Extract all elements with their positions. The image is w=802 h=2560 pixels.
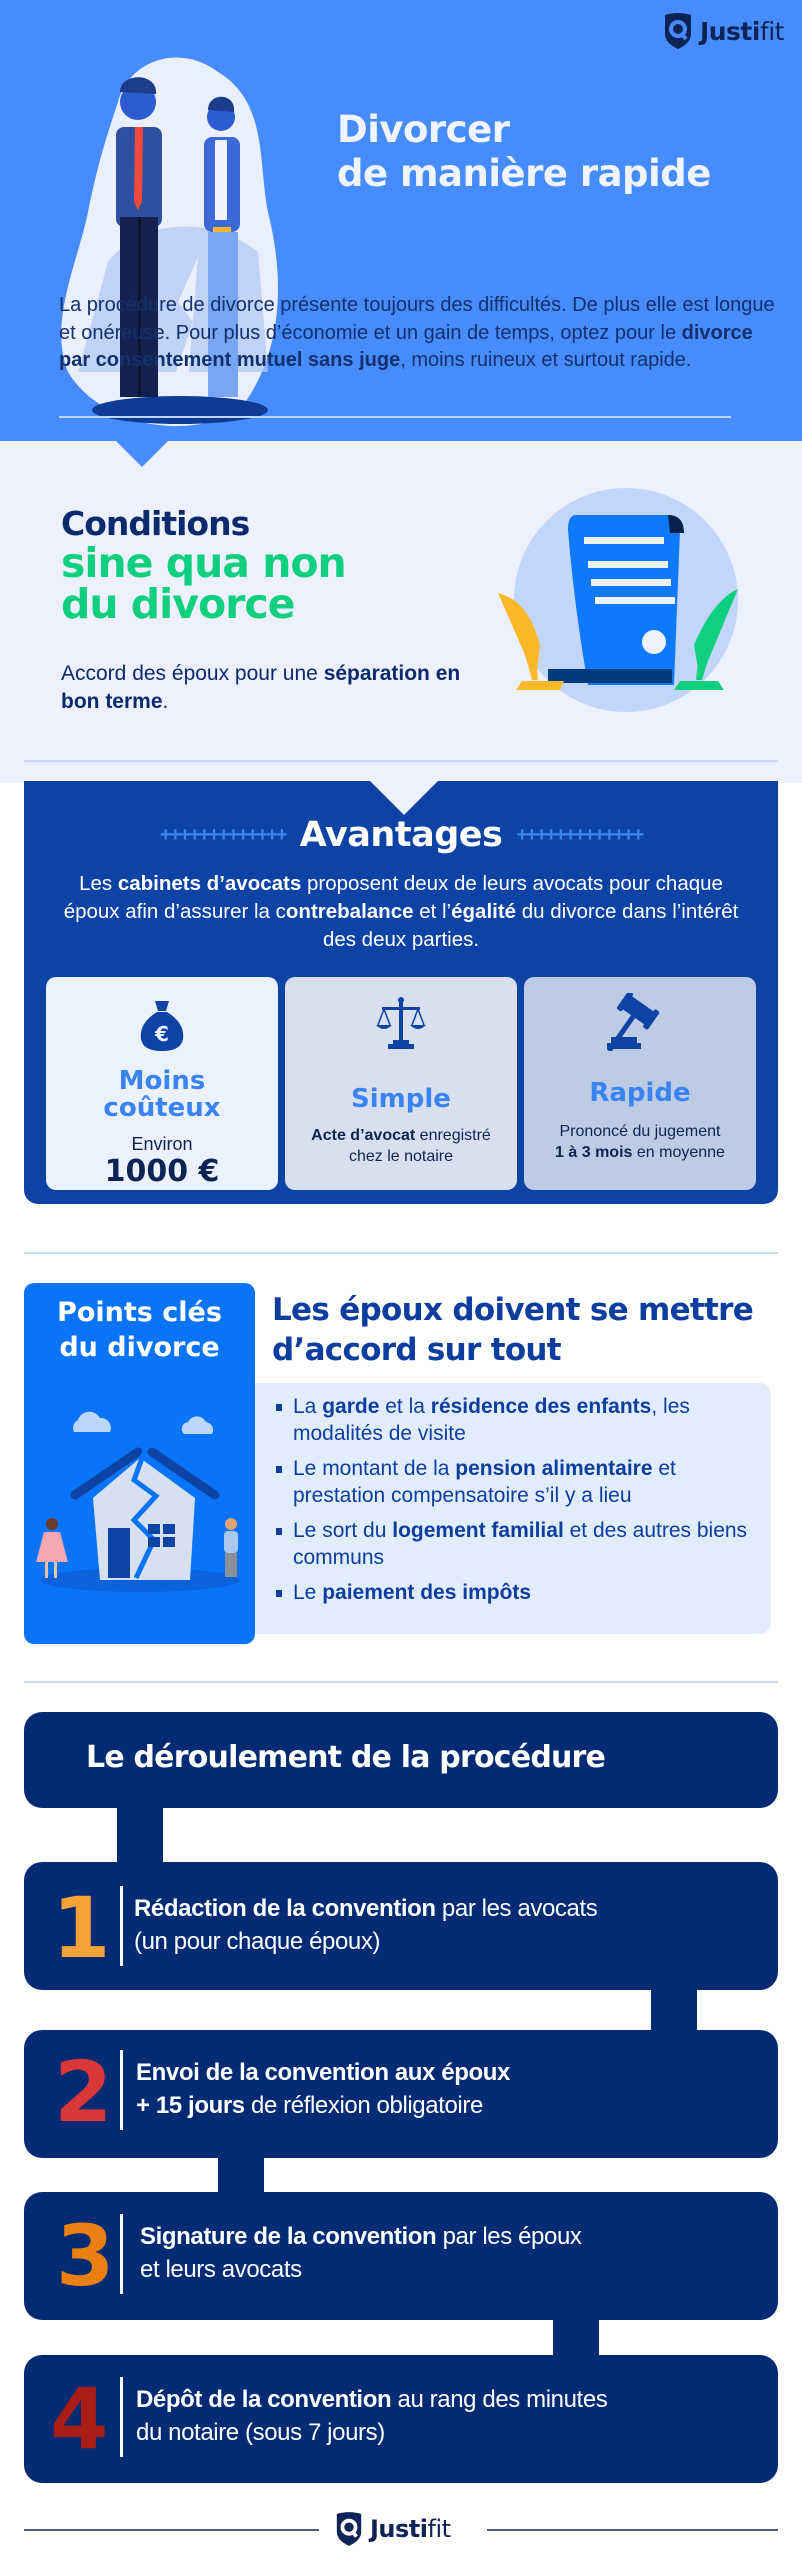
svg-text:€: € <box>155 1022 169 1046</box>
justifit-logo[interactable] <box>662 12 784 50</box>
list-item: La garde et la résidence des enfants, les modalités de visite <box>276 1393 756 1447</box>
points-heading: Les époux doivent se mettre d’accord sur tout <box>272 1292 754 1368</box>
step-divider <box>120 2214 123 2294</box>
advantage-card-simple: Simple Acte d’avocat enregistré chez le notaire <box>285 977 517 1190</box>
procedure-step-3 <box>24 2192 778 2320</box>
shield-logo-icon <box>334 2510 364 2548</box>
procedure-title: Le déroulement de la procédure <box>86 1740 606 1775</box>
footer-line <box>24 2529 319 2531</box>
caret-down-icon <box>115 440 169 467</box>
plus-decoration: +++++++++++++ <box>516 823 643 846</box>
hero-intro-text: La procédure de divorce présente toujours des difficultés. De plus elle est longue et onéreuse. Pour plus d’économie et un gain de temps, optez pour le divorce par consentement mutuel sans juge, moins ruineux et surtout rapide. <box>59 294 775 371</box>
gavel-icon <box>605 993 675 1051</box>
list-item: Le montant de la pension alimentaire et prestation compensatoire s’il y a lieu <box>276 1455 756 1509</box>
logo-text-light: fit <box>759 16 784 46</box>
connector <box>117 1800 163 1870</box>
broken-house-family-illustration <box>30 1400 250 1600</box>
footer-justifit-logo[interactable]: Justifit <box>334 2510 451 2548</box>
footer-line <box>487 2529 778 2531</box>
caret-down-icon <box>370 781 438 815</box>
cost-value: 1000 € <box>104 1154 220 1189</box>
list-item: Le sort du logement familial et des autres biens communs <box>276 1517 756 1571</box>
points-panel-title: Points clés du divorce <box>57 1297 222 1363</box>
step-divider <box>120 2377 123 2457</box>
card-title: Rapide <box>589 1078 691 1108</box>
money-bag-euro-icon <box>139 999 185 1053</box>
procedure-step-2 <box>24 2030 778 2158</box>
advantages-title: Avantages <box>299 815 503 855</box>
card-title: Simple <box>351 1084 451 1114</box>
step-number: 2 <box>54 2043 113 2141</box>
step-text: Rédaction de la convention par les avocats (un pour chaque époux) <box>134 1895 598 1955</box>
divider <box>24 1681 778 1683</box>
step-text: Envoi de la convention aux époux + 15 jours de réflexion obligatoire <box>136 2059 510 2119</box>
step-divider <box>120 1886 123 1966</box>
divider <box>59 416 731 418</box>
list-item: Le paiement des impôts <box>276 1579 756 1606</box>
advantage-card-fast: Rapide Prononcé du jugement 1 à 3 mois en moyenne <box>524 977 756 1190</box>
shield-logo-icon <box>662 12 694 50</box>
step-divider <box>120 2050 123 2130</box>
step-number: 1 <box>52 1879 111 1977</box>
logo-text-bold: Justi <box>699 16 760 46</box>
points-list <box>276 1393 756 1614</box>
conditions-title: Conditions sine qua non du divorce <box>61 504 346 628</box>
scales-of-justice-icon <box>376 995 426 1051</box>
divider <box>24 760 778 762</box>
step-number: 4 <box>50 2370 109 2468</box>
card-title: Moins coûteux <box>103 1066 221 1123</box>
step-number: 3 <box>56 2207 115 2305</box>
step-text: Signature de la convention par les époux et leurs avocats <box>140 2223 582 2283</box>
scroll-with-quills-icon <box>488 485 748 715</box>
page-title: Divorcer de manière rapide <box>337 108 711 195</box>
advantage-card-cost: € Moins coûteux Environ 1000 € <box>46 977 278 1190</box>
procedure-step-1 <box>24 1862 778 1990</box>
step-text: Dépôt de la convention au rang des minutes du notaire (sous 7 jours) <box>136 2386 608 2446</box>
conditions-text: Accord des époux pour une séparation en bon terme. <box>61 662 461 713</box>
plus-decoration: +++++++++++++ <box>159 823 286 846</box>
divider <box>24 1252 778 1254</box>
advantages-text: Les cabinets d’avocats proposent deux de leurs avocats pour chaque époux afin d’assurer la contrebalance et l’égalité du divorce dans l’intérêt des deux parties. <box>63 872 739 951</box>
procedure-step-4 <box>24 2355 778 2483</box>
